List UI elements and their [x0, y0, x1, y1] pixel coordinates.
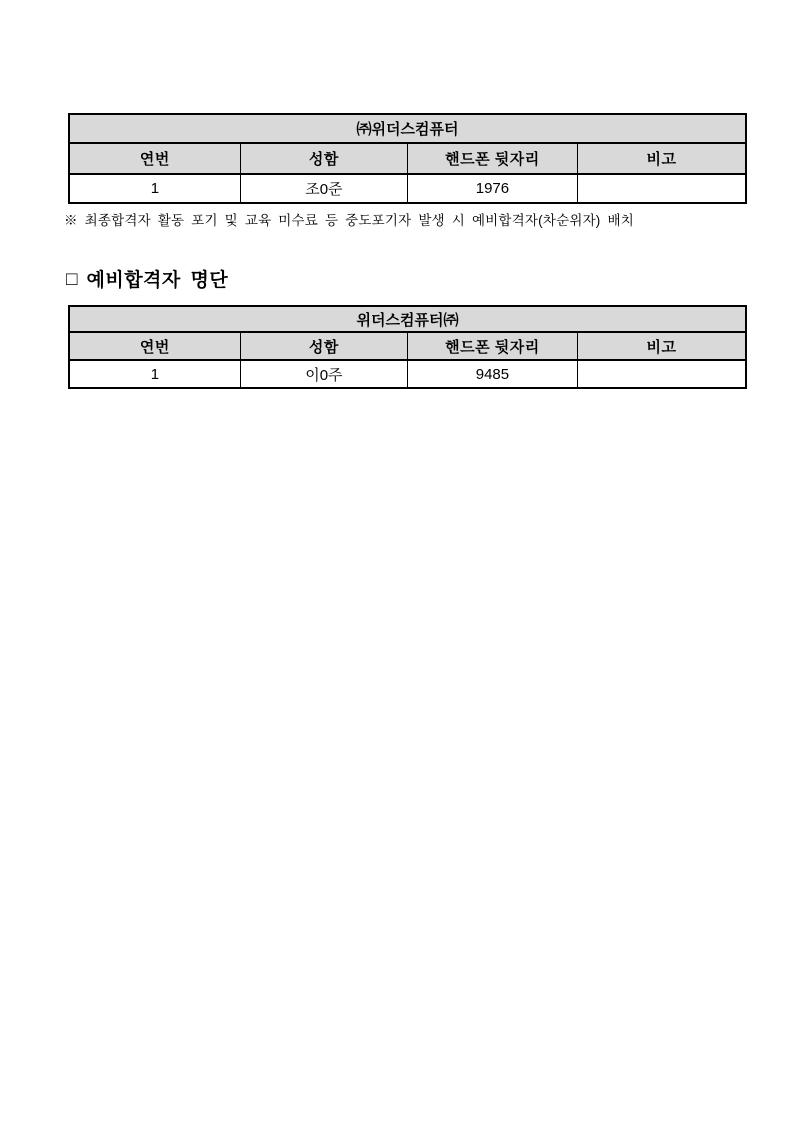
final-pass-table — [68, 113, 747, 204]
column-header-note: 비고 — [577, 143, 746, 174]
waitlist-placement-note: ※ 최종합격자 활동 포기 및 교육 미수료 등 중도포기자 발생 시 예비합격자(차순위자) 배치 — [64, 213, 634, 228]
column-header-phone: 핸드폰 뒷자리 — [407, 332, 577, 360]
table-title-row — [69, 114, 746, 143]
column-header-name: 성함 — [240, 332, 407, 360]
column-header-seq: 연번 — [69, 332, 240, 360]
square-bullet-icon: □ — [66, 269, 78, 290]
column-header-name: 성함 — [240, 143, 407, 174]
cell-name: 조0준 — [240, 174, 407, 203]
cell-note — [577, 174, 746, 203]
cell-phone: 1976 — [407, 174, 577, 203]
column-header-phone: 핸드폰 뒷자리 — [407, 143, 577, 174]
cell-phone: 9485 — [407, 360, 577, 388]
column-header-note: 비고 — [577, 332, 746, 360]
table-header-row — [69, 332, 746, 360]
cell-note — [577, 360, 746, 388]
table-row — [69, 360, 746, 388]
table-title: ㈜위더스컴퓨터 — [69, 114, 746, 143]
section-heading-waitlist — [66, 268, 228, 293]
table-row — [69, 174, 746, 203]
table-header-row — [69, 143, 746, 174]
cell-name: 이0주 — [240, 360, 407, 388]
cell-seq: 1 — [69, 174, 240, 203]
section-heading-text: 예비합격자 명단 — [86, 270, 229, 291]
table-title-row — [69, 306, 746, 332]
waitlist-table — [68, 305, 747, 389]
cell-seq: 1 — [69, 360, 240, 388]
table-title: 위더스컴퓨터㈜ — [69, 306, 746, 332]
column-header-seq: 연번 — [69, 143, 240, 174]
